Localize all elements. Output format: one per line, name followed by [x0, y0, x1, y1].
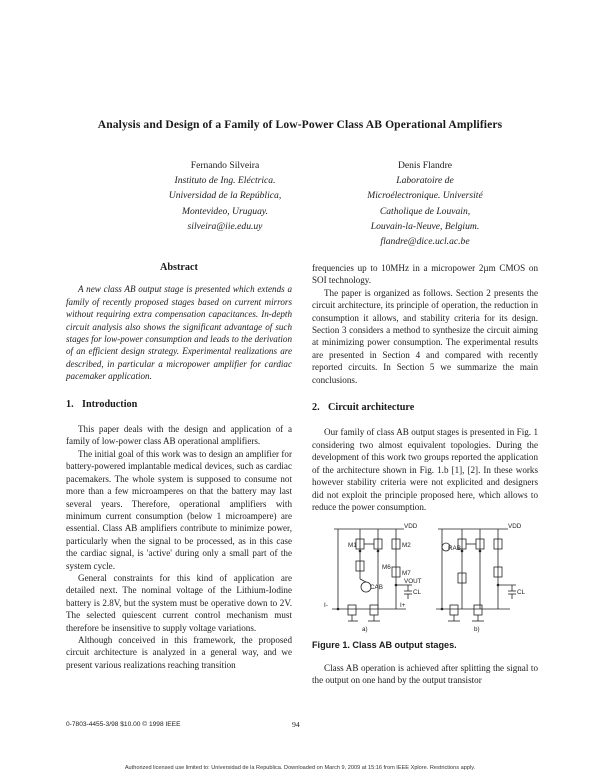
- left-column: [66, 262, 292, 671]
- section-number: 1.: [66, 398, 74, 410]
- sub-label-a: a): [362, 626, 368, 634]
- authorized-use-notice: Authorized licensed use limited to: Universidad de la Republica. Downloaded on March 9, 2009 at 15:16 from IEEE Xplore. Restrictions apply.: [124, 765, 476, 771]
- architecture-paragraph: Our family of class AB output stages is presented in Fig. 1 considering two almost equivalent topologies. During the development of this work two groups reported the application of the architecture shown in Fig. 1.b [1], [2]. In these works however stability criteria were not explicited and designers did not exploit the principle proposed here, which allows to reduce the power consumption.: [312, 427, 538, 512]
- label-m6: M6: [382, 564, 391, 572]
- abstract-text: A new class AB output stage is presented which extends a family of recently proposed stages based on current mirrors without requiring extra compensation capacitances. In-depth circuit analysis also shows the significant advantage of such stages for low-power consumption and leads to the derivation of an efficient design strategy. Experimental realizations are described, in particular a micropower amplifier for cardiac pacemaker application.: [66, 284, 292, 382]
- label-vdd: VDD: [404, 523, 418, 531]
- label-i-plus: I+: [400, 602, 406, 610]
- label-m7: M7: [402, 570, 411, 578]
- author-email: flandre@dice.ucl.ac.be: [380, 236, 470, 248]
- author-affiliation-line: Catholique de Louvain,: [379, 205, 471, 217]
- author-block-silveira: [130, 158, 320, 234]
- circuit-diagram: [312, 521, 538, 633]
- section-number: 2.: [312, 402, 320, 414]
- author-block-flandre: [330, 158, 520, 249]
- label-vout: VOUT: [404, 578, 422, 586]
- label-vdd-b: VDD: [508, 523, 522, 531]
- right-column: [312, 262, 538, 687]
- author-name: Denis Flandre: [397, 160, 453, 171]
- section-title: Circuit architecture: [328, 402, 415, 414]
- author-affiliation-line: Louvain-la-Neuve, Belgium.: [370, 220, 480, 232]
- page-number: 94: [292, 720, 300, 729]
- label-m1: M1: [348, 542, 357, 550]
- intro-paragraph: The initial goal of this work was to design an amplifier for battery-powered implantable medical devices, such as cardiac pacemakers. The whole system is supposed to consume not more than a few microamperes on that the battery may last several years. Therefore, operational amplifiers with minimum current consumption (below 1 microampere) are essential. Class AB amplifiers contribute to minimize power, particularly when the signal to be processed, as in this case the cardiac signal, is 'active' during only a small part of the system cycle.: [66, 448, 292, 571]
- author-affiliation-line: Universidad de la República,: [168, 190, 282, 202]
- intro-paragraph: General constraints for this kind of application are detailed next. The nominal voltage of the Lithium-Iodine battery is 2.8V, but the system must be operative down to 2V. The selected quiescent current control mechanism must therefore be insensitive to supply voltage variations.: [66, 572, 292, 633]
- label-i-minus: I-: [324, 602, 328, 610]
- label-cl: CL: [413, 589, 422, 597]
- figure-1-circuit: [312, 521, 538, 633]
- section-title: Introduction: [82, 398, 138, 410]
- figure-caption: Figure 1. Class AB output stages.: [312, 640, 457, 651]
- abstract-heading: Abstract: [160, 262, 198, 273]
- intro-paragraph: This paper deals with the design and application of a family of low-power class AB operational amplifiers.: [66, 424, 292, 447]
- author-affiliation-line: Instituto de Ing. Eléctrica.: [174, 175, 276, 187]
- architecture-paragraph: Class AB operation is achieved after splitting the signal to the output on one hand by the output transistor: [312, 662, 538, 686]
- isbn-line: 0-7803-4455-3/98 $10.00 © 1998 IEEE: [66, 721, 181, 728]
- intro-paragraph: Although conceived in this framework, the proposed circuit architecture is analyzed in a general way, and we present various realizations reaching transition: [66, 634, 292, 670]
- author-affiliation-line: Laboratoire de: [396, 175, 454, 187]
- author-name: Fernando Silveira: [190, 160, 260, 171]
- author-affiliation-line: Microélectronique. Université: [367, 190, 483, 202]
- continued-paragraph: frequencies up to 10MHz in a micropower 2µm CMOS on SOI technology.: [312, 263, 538, 286]
- author-affiliation-line: Montevideo, Uruguay.: [181, 205, 269, 217]
- section-heading-introduction: [66, 399, 292, 411]
- label-cl-b: CL: [517, 589, 526, 597]
- section-heading-circuit-architecture: [312, 402, 538, 414]
- author-email: silveira@iie.edu.uy: [187, 220, 263, 232]
- sub-label-b: b): [474, 626, 480, 634]
- organization-paragraph: The paper is organized as follows. Section 2 presents the circuit architecture, its principle of operation, the reduction in consumption it allows, and stability criteria for its design. Section 3 considers a method to synthesize the circuit aiming at minimizing power consumption. The experimental results are presented in Section 4 and compared with recently reported circuits. In Section 5 we summarize the main conclusions.: [312, 287, 538, 385]
- paper-title: Analysis and Design of a Family of Low-Power Class AB Operational Amplifiers: [97, 118, 503, 131]
- label-cab: CAB: [370, 584, 383, 592]
- label-m2: M2: [402, 542, 411, 550]
- label-rab: RAB: [448, 545, 461, 553]
